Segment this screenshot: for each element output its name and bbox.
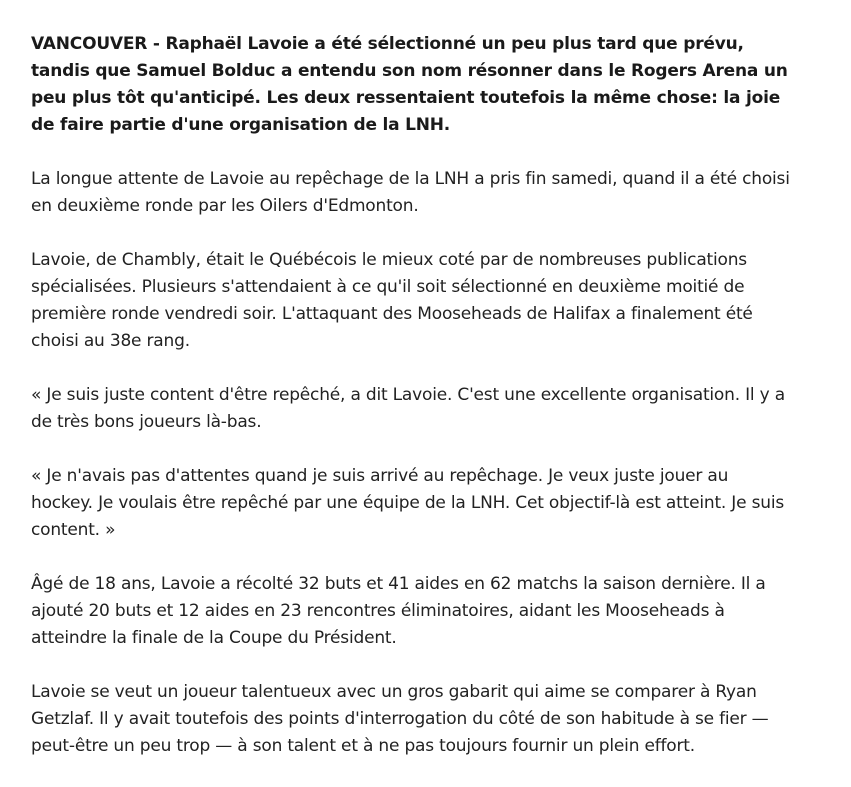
article-paragraph: Âgé de 18 ans, Lavoie a récolté 32 buts et 41 aides en 62 matchs la saison dernière. Il a ajouté 20 buts et 12 aides en 23 rencontres éliminatoires, aidant les Mooseheads à atteindre la finale de la Coupe du Président. (31, 574, 766, 648)
article-lead: VANCOUVER - Raphaël Lavoie a été sélectionné un peu plus tard que prévu, tandis que Samuel Bolduc a entendu son nom résonner dans le Rogers Arena un peu plus tôt qu'anticipé. Les deux ressentaient toutefois la même chose: la joie de faire partie d'une organisation de la LNH. (31, 34, 788, 135)
article-paragraph: Lavoie se veut un joueur talentueux avec un gros gabarit qui aime se comparer à Ryan Getzlaf. Il y avait toutefois des points d'interrogation du côté de son habitude à se fier — peut-être un peu trop — à son talent et à ne pas toujours fournir un plein effort. (31, 682, 769, 756)
article-paragraph: Lavoie, de Chambly, était le Québécois le mieux coté par de nombreuses publications spécialisées. Plusieurs s'attendaient à ce qu'il soit sélectionné en deuxième moitié de première ronde vendredi soir. L'attaquant des Mooseheads de Halifax a finalement été choisi au 38e rang. (31, 250, 753, 351)
article-paragraph: « Je n'avais pas d'attentes quand je suis arrivé au repêchage. Je veux juste jouer au hockey. Je voulais être repêché par une équipe de la LNH. Cet objectif-là est atteint. Je suis content. » (31, 466, 784, 540)
article-paragraph: « Je suis juste content d'être repêché, a dit Lavoie. C'est une excellente organisation. Il y a de très bons joueurs là-bas. (31, 385, 785, 432)
article-paragraph: La longue attente de Lavoie au repêchage de la LNH a pris fin samedi, quand il a été choisi en deuxième ronde par les Oilers d'Edmonton. (31, 169, 790, 216)
